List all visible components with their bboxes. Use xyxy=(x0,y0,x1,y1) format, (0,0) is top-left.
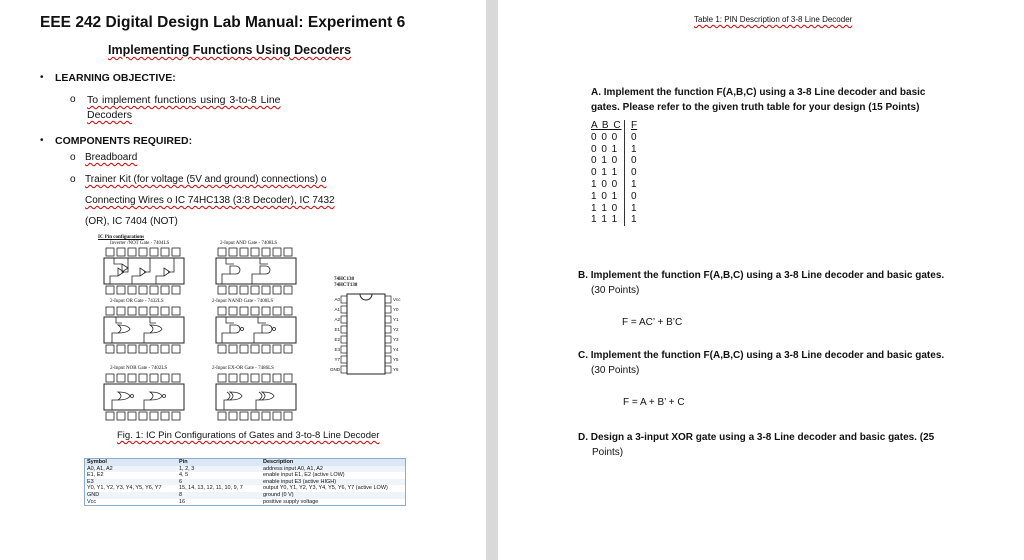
decoder-chip-name: 74HC138 74HCT138 xyxy=(334,277,358,288)
circle-bullet-icon: o xyxy=(70,174,76,185)
table-cell: E3 xyxy=(85,479,178,486)
table-cell: enable input E1, E2 (active LOW) xyxy=(263,472,345,479)
page-title: EEE 242 Digital Design Lab Manual: Experiment 6 xyxy=(40,14,406,31)
decoder-pin-label: Y5 xyxy=(393,357,399,362)
ic-diagram-nand xyxy=(212,305,300,357)
truth-output: 1 xyxy=(624,203,637,215)
truth-table-header xyxy=(591,120,637,132)
truth-table-row xyxy=(591,167,637,179)
gate-label: 2-Input AND Gate - 7408LS xyxy=(220,241,278,246)
decoder-pin-label: Y2 xyxy=(393,327,399,332)
gate-label: 2-Input NOR Gate - 7402LS xyxy=(110,366,168,371)
table-cell: output Y0, Y1, Y2, Y3, Y4, Y5, Y6, Y7 (active LOW) xyxy=(263,485,388,492)
truth-header-inputs: A B C xyxy=(591,120,622,131)
table-caption: Table 1: PIN Description of 3-8 Line Decoder xyxy=(694,15,853,24)
ic-diagram-inverter xyxy=(100,246,188,298)
part-d-question: D. Design a 3-input XOR gate using a 3-8 Line decoder and basic gates. (25 xyxy=(578,432,935,443)
truth-inputs: 1 1 0 xyxy=(591,202,619,214)
components-heading: COMPONENTS REQUIRED: xyxy=(55,135,193,147)
truth-table-row xyxy=(591,132,637,144)
part-a-question: A. Implement the function F(A,B,C) using a 3-8 Line decoder and basic xyxy=(591,87,926,98)
component-trainer: Trainer Kit (for voltage (5V and ground) connections) o xyxy=(85,174,327,185)
table-row xyxy=(85,472,406,479)
truth-table-row xyxy=(591,155,637,167)
decoder-pin-label: GND xyxy=(330,367,340,372)
table-row xyxy=(85,499,406,506)
decoder-pin-label: Vcc xyxy=(393,297,401,302)
part-c-equation: F = A + B’ + C xyxy=(623,397,685,408)
table-header-cell: Symbol xyxy=(85,459,178,466)
truth-inputs: 1 0 1 xyxy=(591,190,619,202)
table-cell: E1, E2 xyxy=(87,472,104,479)
ic-diagram-xor xyxy=(212,372,300,424)
part-a-question-cont: gates. Please refer to the given truth table for your design (15 Points) xyxy=(591,102,920,113)
decoder-pin-label: E3 xyxy=(334,347,340,352)
table-cell: 15, 14, 13, 12, 11, 10, 9, 7 xyxy=(179,485,243,492)
truth-output: 0 xyxy=(624,167,637,179)
table-header-row xyxy=(85,459,406,466)
decoder-pin-label: Y4 xyxy=(393,347,399,352)
table-cell: 4, 5 xyxy=(179,472,189,479)
gate-label: 2-Input NAND Gate - 7400LS xyxy=(212,299,274,304)
part-c-points: (30 Points) xyxy=(591,365,640,376)
circle-bullet-icon: o xyxy=(70,152,76,163)
component-breadboard: Breadboard xyxy=(85,152,138,163)
truth-table-row xyxy=(591,214,637,226)
decoder-pin-label: E2 xyxy=(334,337,340,342)
table-cell: address input A0, A1, A2 xyxy=(261,466,406,473)
truth-output: 1 xyxy=(624,214,637,226)
decoder-pin-label: A1 xyxy=(334,307,340,312)
component-or-not: (OR), IC 7404 (NOT) xyxy=(85,216,178,227)
table-cell: positive supply voltage xyxy=(263,498,319,505)
learning-item-cont: Decoders xyxy=(87,109,132,121)
decoder-pin-label: Y3 xyxy=(393,337,399,342)
part-b-question: B. Implement the function F(A,B,C) using a 3-8 Line decoder and basic gates. xyxy=(578,270,945,281)
part-b-points: (30 Points) xyxy=(591,285,640,296)
decoder-pin-label: E1 xyxy=(334,327,340,332)
part-d-points: Points) xyxy=(592,447,624,458)
truth-output: 0 xyxy=(624,155,637,167)
decoder-pin-label: Y1 xyxy=(393,317,399,322)
decoder-pins-left xyxy=(326,295,340,375)
pin-description-table xyxy=(84,458,406,506)
table-cell: 16 xyxy=(179,498,186,505)
truth-output: 0 xyxy=(624,132,637,144)
table-cell: 8 xyxy=(177,492,261,499)
decoder-pin-label: Y7 xyxy=(334,357,340,362)
truth-inputs: 0 0 0 xyxy=(591,131,619,143)
table-row xyxy=(85,485,406,492)
circle-bullet-icon: o xyxy=(70,94,76,105)
decoder-pins-right xyxy=(393,295,401,375)
table-header-cell: Pin xyxy=(177,459,261,466)
table-row xyxy=(85,479,406,486)
truth-output: 0 xyxy=(624,191,637,203)
truth-inputs: 0 0 1 xyxy=(591,143,619,155)
truth-inputs: 0 1 1 xyxy=(591,167,619,179)
decoder-pin-label: A2 xyxy=(334,317,340,322)
decoder-pin-label: Y6 xyxy=(393,367,399,372)
table-cell: A0, A1, A2 xyxy=(85,466,178,473)
table-row xyxy=(85,466,406,473)
truth-table xyxy=(591,120,637,226)
truth-inputs: 1 1 1 xyxy=(591,214,619,226)
learning-heading: LEARNING OBJECTIVE: xyxy=(55,72,176,84)
table-cell: enable input E3 (active HIGH) xyxy=(261,479,406,486)
table-row xyxy=(85,492,406,499)
table-cell: 6 xyxy=(177,479,261,486)
part-b-equation: F = AC’ + B’C xyxy=(622,317,683,328)
truth-inputs: 0 1 0 xyxy=(591,155,619,167)
gate-label: 2-Input OR Gate - 7432LS xyxy=(110,299,164,304)
ic-diagram-nor xyxy=(100,372,188,424)
component-wires: Connecting Wires o IC 74HC138 (3:8 Decoder), IC 7432 xyxy=(85,195,335,206)
table-cell: Vcc xyxy=(87,498,97,505)
decoder-chip-body xyxy=(332,292,400,376)
truth-table-row xyxy=(591,191,637,203)
gate-label: Inverter /NOT Gate - 7404LS xyxy=(110,241,170,246)
learning-item: To implement functions using 3-to-8 Line xyxy=(87,94,281,106)
bullet-icon: • xyxy=(40,72,44,83)
figure-caption: Fig. 1: IC Pin Configurations of Gates and 3-to-8 Line Decoder xyxy=(117,430,380,441)
ic-config-heading: IC Pin configurations xyxy=(98,235,145,240)
ic-diagram-and xyxy=(212,246,300,298)
table-cell: GND xyxy=(85,492,178,499)
truth-table-row xyxy=(591,203,637,215)
truth-inputs: 1 0 0 xyxy=(591,178,619,190)
table-header-cell: Description xyxy=(261,459,406,466)
table-cell: Y0, Y1, Y2, Y3, Y4, Y5, Y6, Y7 xyxy=(87,485,162,492)
truth-output: 1 xyxy=(624,179,637,191)
table-cell: ground (0 V) xyxy=(261,492,406,499)
table-cell: 1, 2, 3 xyxy=(177,466,261,473)
truth-header-output: F xyxy=(624,120,637,132)
truth-output: 1 xyxy=(624,144,637,156)
part-c-question: C. Implement the function F(A,B,C) using a 3-8 Line decoder and basic gates. xyxy=(578,350,945,361)
truth-table-row xyxy=(591,179,637,191)
decoder-pin-label: Y0 xyxy=(393,307,399,312)
left-page xyxy=(0,0,486,560)
bullet-icon: • xyxy=(40,135,44,146)
truth-table-row xyxy=(591,144,637,156)
page-subtitle: Implementing Functions Using Decoders xyxy=(108,43,352,57)
ic-diagram-or xyxy=(100,305,188,357)
gate-label: 2-Input EX-OR Gate - 7486LS xyxy=(212,366,274,371)
decoder-pin-label: A0 xyxy=(334,297,340,302)
